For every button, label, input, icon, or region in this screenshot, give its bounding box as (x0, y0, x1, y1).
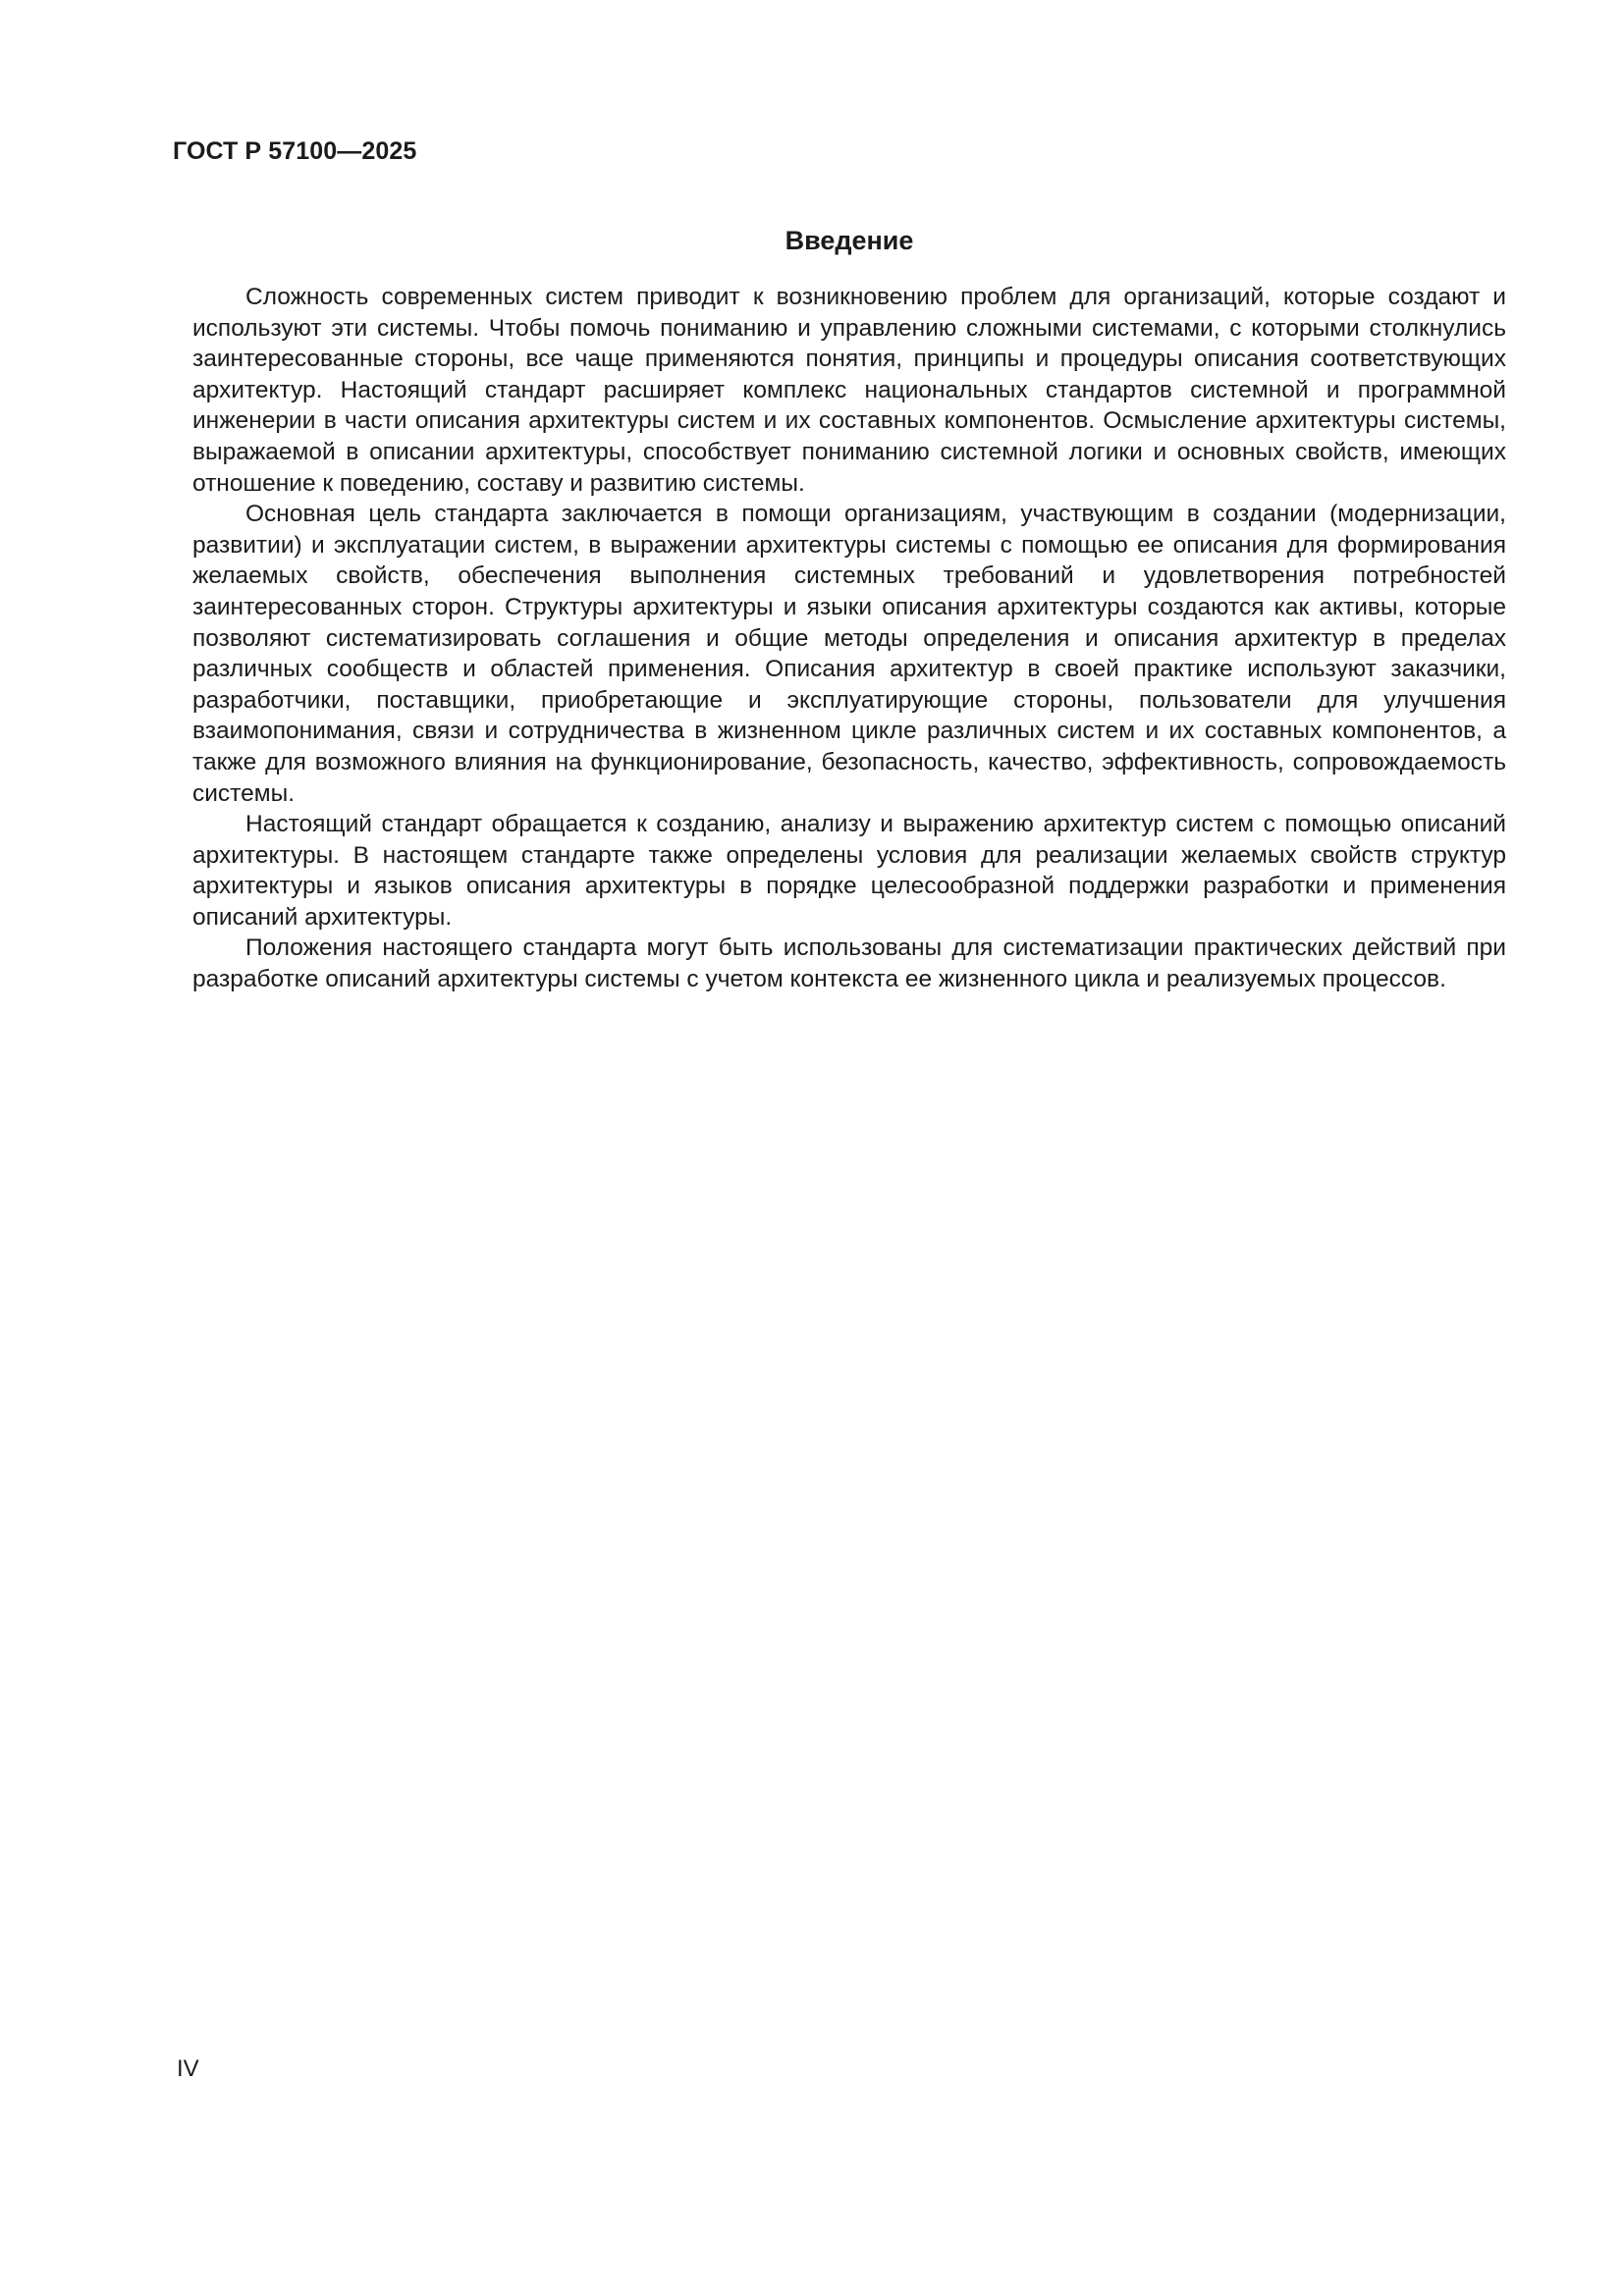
paragraph: Основная цель стандарта заключается в помощи организациям, участвующим в создании (модернизации, развитии) и эксплуатации систем, в выражении архитектуры системы с помощью ее описания для формирования желаемых свойств, обеспечения выполнения системных требований и удовлетворения потребностей заинтересованных сторон. Структуры архитектуры и языки описания архитектуры создаются как активы, которые позволяют систематизировать соглашения и общие методы определения и описания архитектур в пределах различных сообществ и областей применения. Описания архитектур в своей практике используют заказчики, разработчики, поставщики, приобретающие и эксплуатирующие стороны, пользователи для улучшения взаимопонимания, связи и сотрудничества в жизненном цикле различных систем и их составных компонентов, а также для возможного влияния на функционирование, безопасность, качество, эффективность, сопровождаемость системы. (192, 501, 1506, 807)
running-header-standard-number: ГОСТ Р 57100—2025 (173, 137, 417, 165)
page-title: Введение (785, 226, 914, 256)
introduction-body (192, 282, 1506, 995)
paragraph: Настоящий стандарт обращается к созданию, анализу и выражению архитектур систем с помощью описаний архитектуры. В настоящем стандарте также определены условия для реализации желаемых свойств структур архитектуры и языков описания архитектуры в порядке целесообразной поддержки разработки и применения описаний архитектуры. (192, 811, 1506, 931)
paragraph: Положения настоящего стандарта могут быть использованы для систематизации практических действий при разработке описаний архитектуры системы с учетом контекста ее жизненного цикла и реализуемых процессов. (192, 934, 1506, 993)
page-number: IV (177, 2056, 199, 2082)
paragraph: Сложность современных систем приводит к возникновению проблем для организаций, которые создают и используют эти системы. Чтобы помочь пониманию и управлению сложными системами, с которыми столкнулись заинтересованные стороны, все чаще применяются понятия, принципы и процедуры описания соответствующих архитектур. Настоящий стандарт расширяет комплекс национальных стандартов системной и программной инженерии в части описания архитектуры систем и их составных компонентов. Осмысление архитектуры системы, выражаемой в описании архитектуры, способствует пониманию системной логики и основных свойств, имеющих отношение к поведению, составу и развитию системы. (192, 284, 1506, 497)
